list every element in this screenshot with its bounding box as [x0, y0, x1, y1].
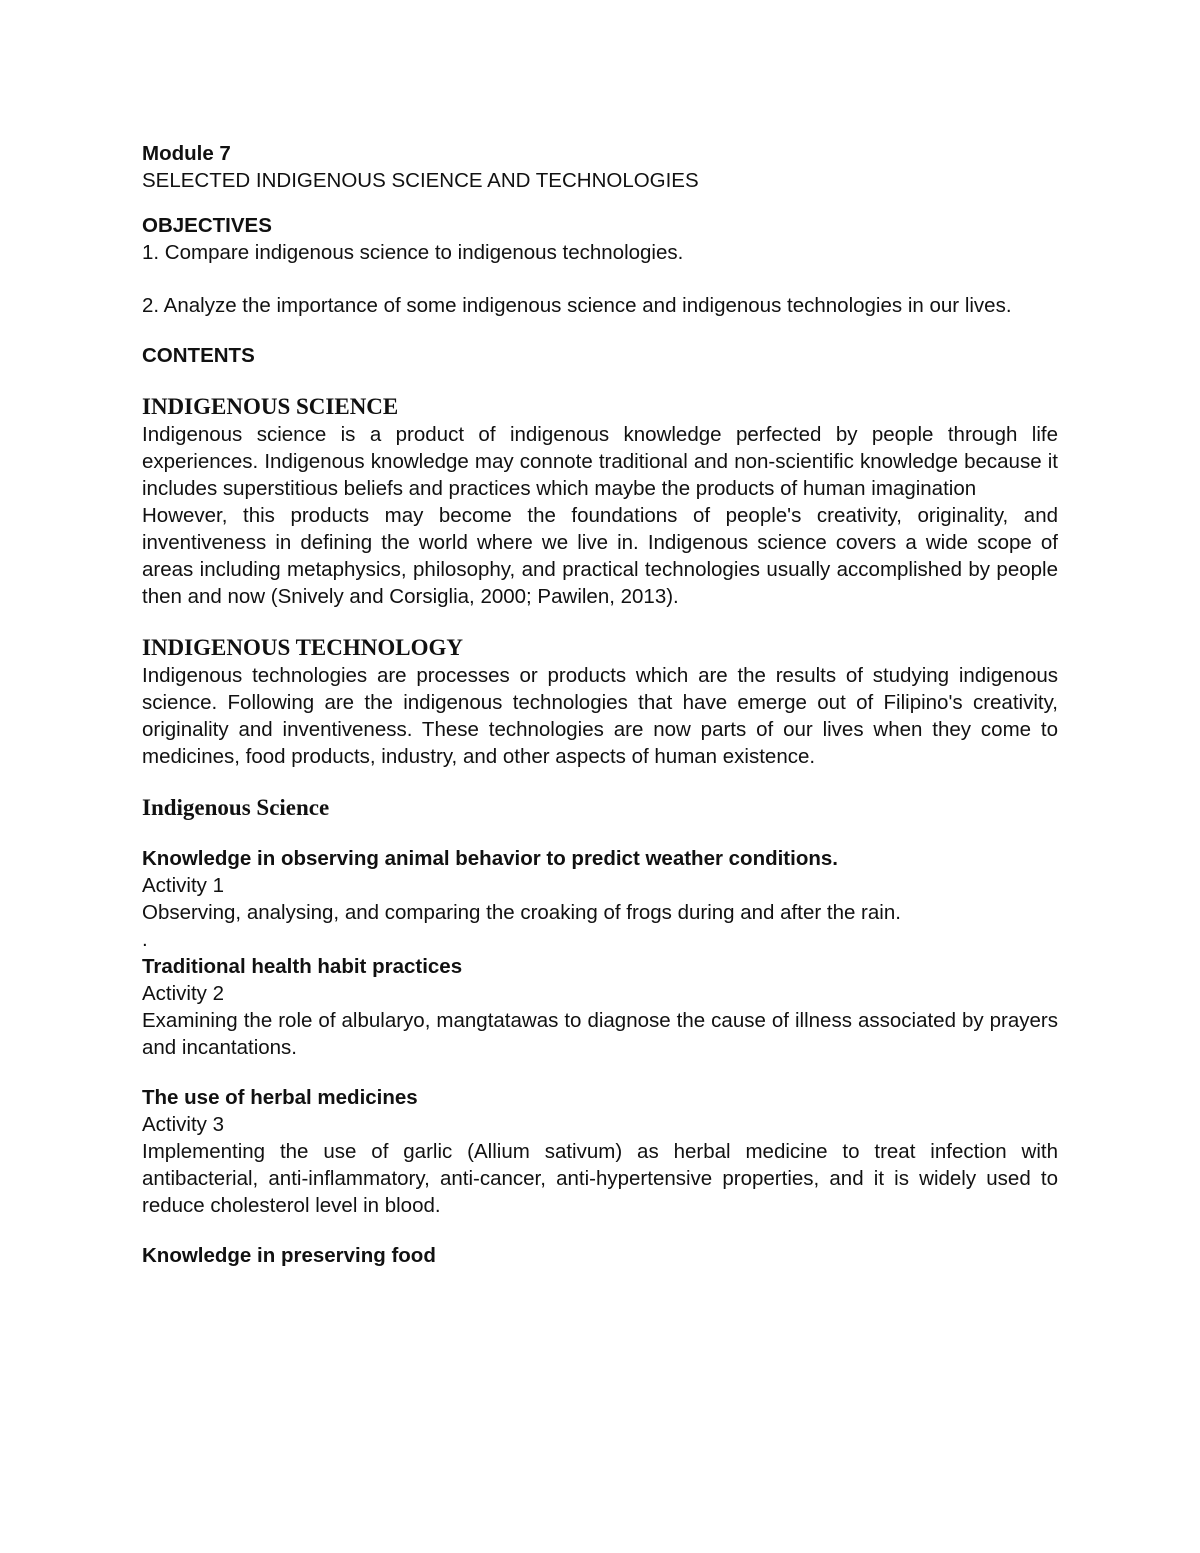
objective-item: 2. Analyze the importance of some indigenous science and indigenous technologies in our lives. [142, 294, 1012, 317]
topic-title: The use of herbal medicines [142, 1086, 418, 1109]
activity-label: Activity 1 [142, 874, 225, 897]
topic-title: Knowledge in observing animal behavior to predict weather conditions. [142, 847, 838, 870]
activity-description: Observing, analysing, and comparing the croaking of frogs during and after the rain. [142, 901, 901, 924]
topic-title: Knowledge in preserving food [142, 1244, 436, 1267]
indigenous-technology-paragraph: Indigenous technologies are processes or products which are the results of studying indigenous science. Following are the indigenous technologies that have emerge out of Filipino's creativity, originality and inventiveness. These technologies are now parts of our lives when they come to medicines, food products, industry, and other aspects of human existence. [142, 664, 1058, 768]
activity-description: Examining the role of albularyo, mangtatawas to diagnose the cause of illness associated by prayers and incantations. [142, 1009, 1058, 1059]
activity-label: Activity 2 [142, 982, 225, 1005]
stray-period: . [142, 928, 148, 951]
module-title: Module 7 [142, 142, 231, 165]
objectives-heading: OBJECTIVES [142, 214, 272, 237]
document-page [142, 140, 1058, 1269]
contents-heading: CONTENTS [142, 344, 255, 367]
activity-label: Activity 3 [142, 1113, 225, 1136]
objective-item: 1. Compare indigenous science to indigenous technologies. [142, 241, 684, 264]
indigenous-science-paragraph: Indigenous science is a product of indigenous knowledge perfected by people through life experiences. Indigenous knowledge may connote traditional and non-scientific knowledge because it includes superstitious beliefs and practices which maybe the products of human imagination [142, 423, 1058, 500]
indigenous-science-paragraph: However, this products may become the foundations of people's creativity, originality, and inventiveness in defining the world where we live in. Indigenous science covers a wide scope of areas including metaphysics, philosophy, and practical technologies usually accomplished by people then and now (Snively and Corsiglia, 2000; Pawilen, 2013). [142, 504, 1058, 608]
module-subtitle: SELECTED INDIGENOUS SCIENCE AND TECHNOLOGIES [142, 169, 699, 192]
indigenous-technology-heading: INDIGENOUS TECHNOLOGY [142, 635, 464, 660]
topic-title: Traditional health habit practices [142, 955, 463, 978]
activity-description: Implementing the use of garlic (Allium sativum) as herbal medicine to treat infection with antibacterial, anti-inflammatory, anti-cancer, anti-hypertensive properties, and it is widely used to reduce cholesterol level in blood. [142, 1140, 1058, 1217]
science-section-heading: Indigenous Science [142, 795, 330, 820]
indigenous-science-heading: INDIGENOUS SCIENCE [142, 394, 399, 419]
